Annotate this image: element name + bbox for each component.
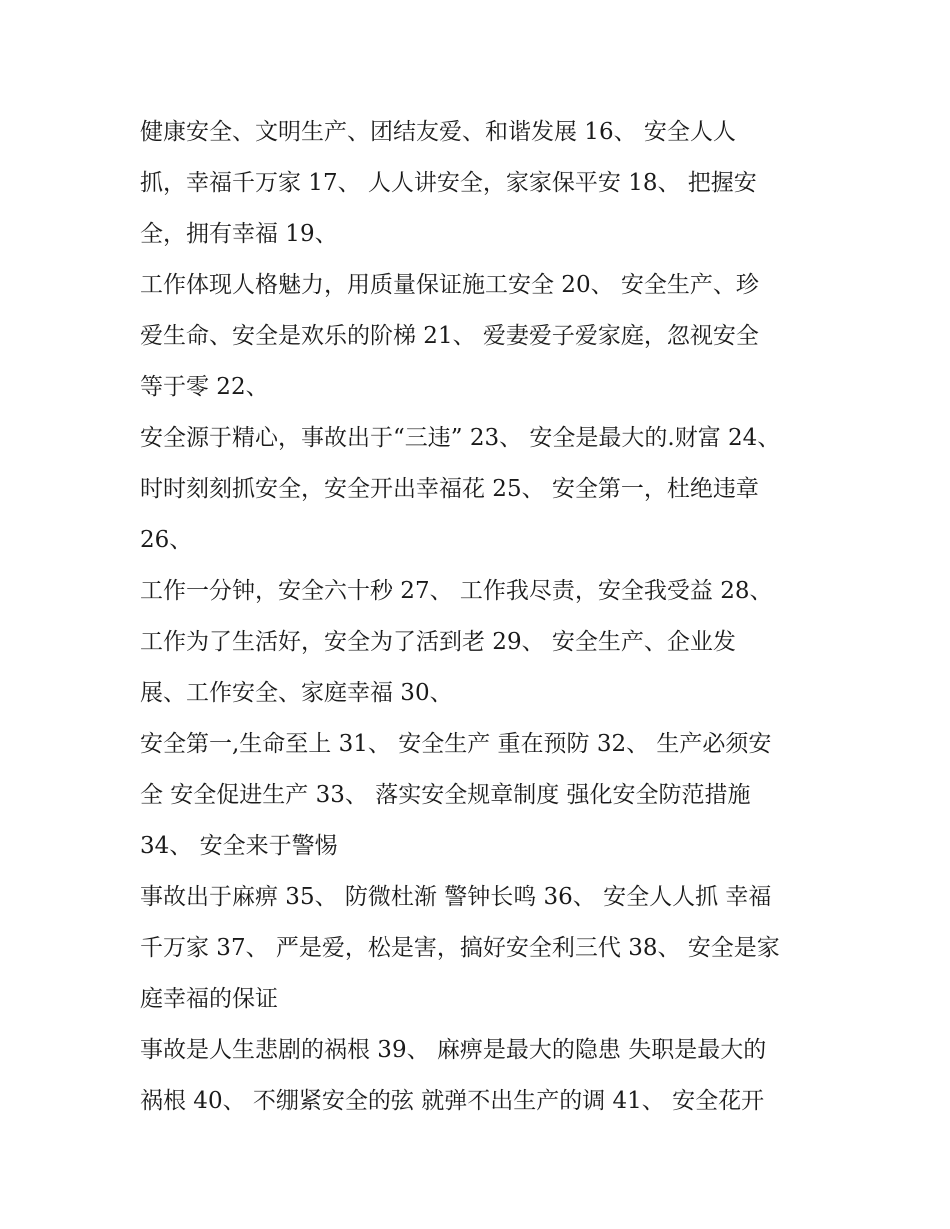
text-line: 抓，幸福千万家 17、 人人讲安全，家家保平安 18、 把握安 [140,170,757,196]
text-line: 工作一分钟，安全六十秒 27、 工作我尽责，安全我受益 28、 [140,578,773,604]
text-line: 祸根 40、 不绷紧安全的弦 就弹不出生产的调 41、 安全花开 [140,1088,765,1114]
text-line: 时时刻刻抓安全，安全开出幸福花 25、 安全第一，杜绝违章 [140,476,759,502]
text-line: 工作为了生活好，安全为了活到老 29、 安全生产、企业发 [140,629,736,655]
text-line: 事故出于麻痹 35、 防微杜渐 警钟长鸣 36、 安全人人抓 幸福 [140,884,772,910]
text-line: 事故是人生悲剧的祸根 39、 麻痹是最大的隐患 失职是最大的 [140,1037,767,1063]
text-line: 爱生命、安全是欢乐的阶梯 21、 爱妻爱子爱家庭，忽视安全 [140,323,759,349]
text-line: 庭幸福的保证 [140,986,278,1012]
text-line: 等于零 22、 [140,374,269,400]
text-line: 健康安全、文明生产、团结友爱、和谐发展 16、 安全人人 [140,119,736,145]
text-line: 安全第一,生命至上 31、 安全生产 重在预防 32、 生产必须安 [140,731,772,757]
text-line: 全 安全促进生产 33、 落实安全规章制度 强化安全防范措施 [140,782,751,808]
text-line: 展、工作安全、家庭幸福 30、 [140,680,453,706]
text-line: 工作体现人格魅力，用质量保证施工安全 20、 安全生产、珍 [140,272,759,298]
text-line: 26、 [140,527,193,553]
text-line: 34、 安全来于警惕 [140,833,338,859]
text-line: 千万家 37、 严是爱，松是害，搞好安全利三代 38、 安全是家 [140,935,780,961]
document-body [140,107,820,1127]
text-line: 安全源于精心，事故出于“三违” 23、 安全是最大的.财富 24、 [140,425,781,451]
text-line: 全，拥有幸福 19、 [140,221,338,247]
